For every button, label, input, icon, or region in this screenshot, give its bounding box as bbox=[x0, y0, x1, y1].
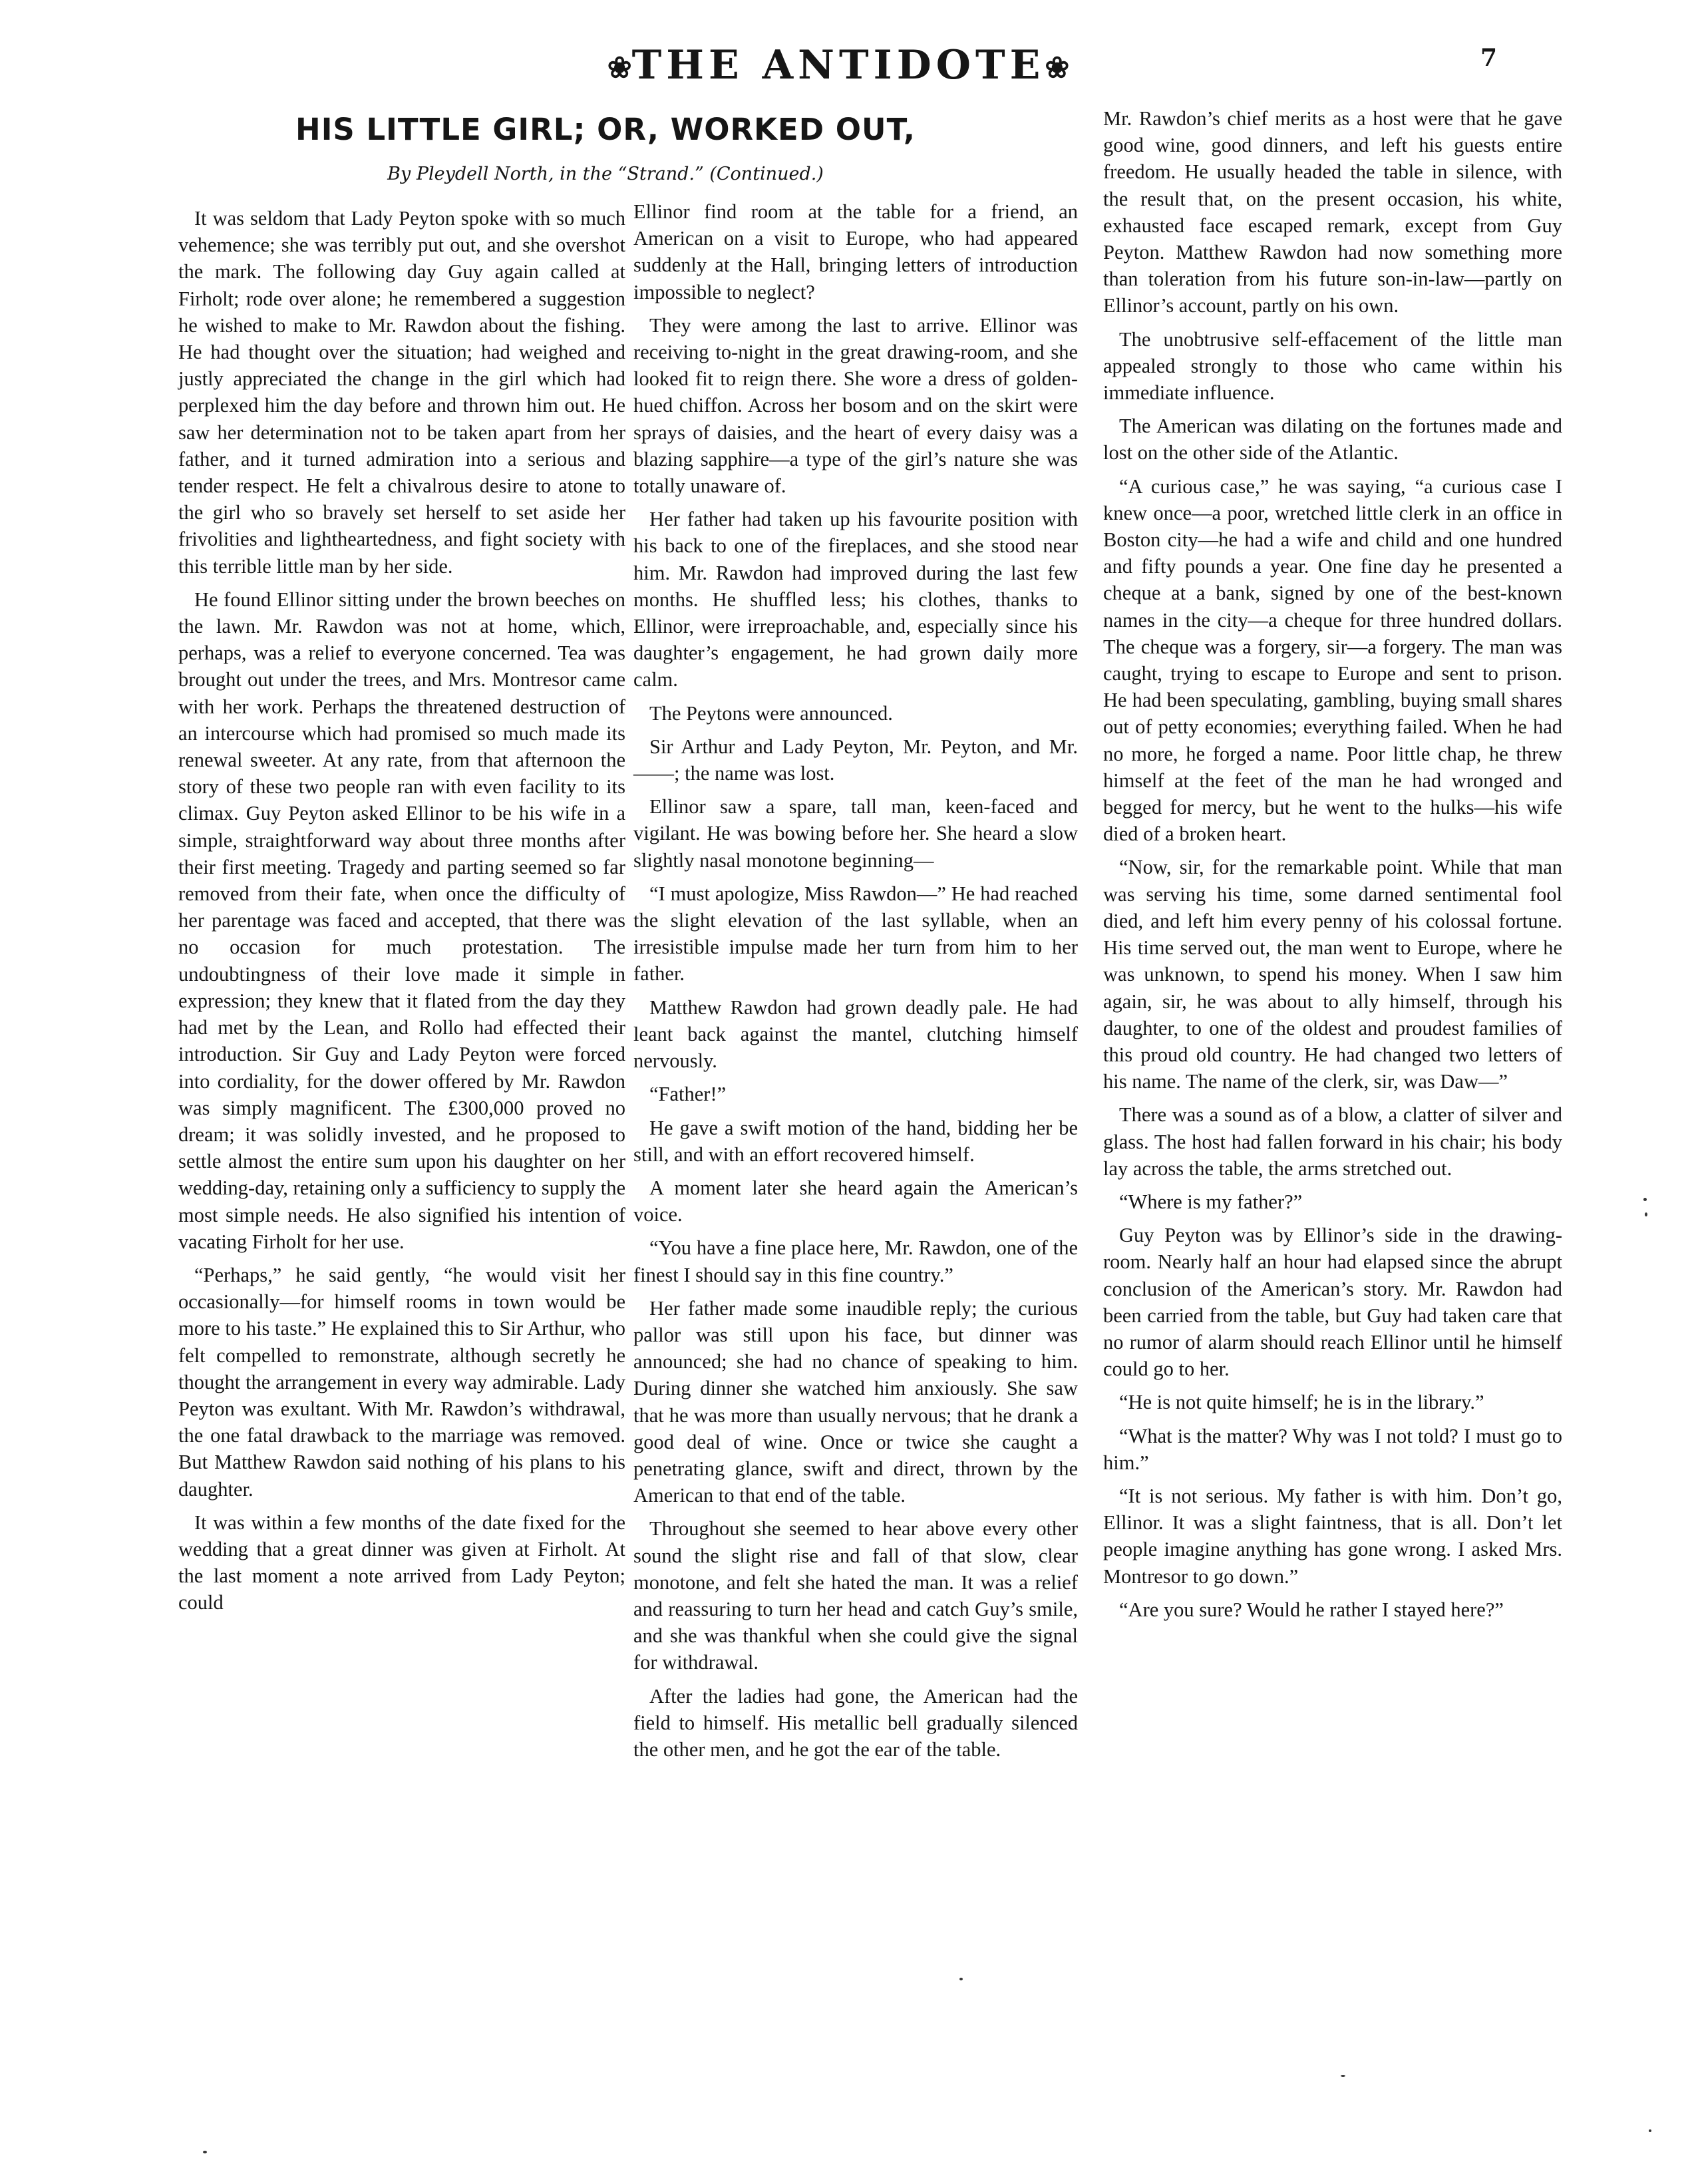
text-column-3 bbox=[1103, 105, 1562, 1630]
paragraph: Matthew Rawdon had grown deadly pale. He had leant back against the mantel, clutching himself nervously. bbox=[633, 996, 1078, 1073]
paragraph: “What is the matter? Why was I not told? I must go to him.” bbox=[1103, 1424, 1562, 1474]
paragraph: “You have a fine place here, Mr. Rawdon, one of the finest I should say in this fine country.” bbox=[633, 1236, 1078, 1286]
scan-speck bbox=[1645, 1212, 1647, 1216]
paragraph: “He is not quite himself; he is in the library.” bbox=[1119, 1391, 1484, 1414]
scan-speck bbox=[203, 2151, 207, 2153]
article-title: HIS LITTLE GIRL; OR, WORKED OUT, bbox=[295, 112, 916, 147]
paragraph: The American was dilating on the fortunes made and lost on the other side of the Atlantic. bbox=[1103, 415, 1562, 464]
paragraph: Her father made some inaudible reply; the curious pallor was still upon his face, but dinner was announced; she had no chance of speaking to him. During dinner she watched him anxiously. She saw that he was more than usually nervous; that he drank a good deal of wine. Once or twice she caught a penetrating glance, swift and direct, thrown by the American to that end of the table. bbox=[633, 1296, 1078, 1507]
page-number: 7 bbox=[1480, 44, 1498, 72]
text-column-1 bbox=[178, 205, 625, 1623]
paragraph: “Where is my father?” bbox=[1119, 1190, 1303, 1213]
paragraph: Sir Arthur and Lady Peyton, Mr. Peyton, and Mr. ——; the name was lost. bbox=[633, 735, 1078, 785]
scan-speck bbox=[1643, 1198, 1647, 1201]
paragraph: After the ladies had gone, the American had the field to himself. His metallic bell gradually silenced the other men, and he got the ear of the table. bbox=[633, 1684, 1078, 1761]
paragraph: There was a sound as of a blow, a clatter of silver and glass. The host had fallen forward in his chair; his body lay across the table, the arms stretched out. bbox=[1103, 1103, 1562, 1180]
paragraph: “Perhaps,” he said gently, “he would visit her occasionally—for himself rooms in town would be more to his taste.” He explained this to Sir Arthur, who felt compelled to remonstrate, although secretly he thought the arrangement in every way admirable. Lady Peyton was exultant. With Mr. Rawdon’s withdrawal, the one fatal drawback to the marriage was removed. But Matthew Rawdon said nothing of his plans to his daughter. bbox=[178, 1263, 625, 1501]
text-column-2 bbox=[633, 198, 1078, 1769]
paragraph: It was within a few months of the date fixed for the wedding that a great dinner was given at Firholt. At the last moment a note arrived from Lady Peyton; could bbox=[178, 1511, 625, 1614]
paragraph: He gave a swift motion of the hand, bidding her be still, and with an effort recovered himself. bbox=[633, 1116, 1078, 1166]
paragraph: Mr. Rawdon’s chief merits as a host were that he gave good wine, good dinners, and left his guests entire freedom. He usually headed the table in silence, with the result that, on the present occasion, his white, exhausted face escaped remark, except from Guy Peyton. Matthew Rawdon had now something more than toleration from his future son-in-law—partly on Ellinor’s account, partly on his own. bbox=[1103, 107, 1562, 317]
paragraph: Ellinor find room at the table for a friend, an American on a visit to Europe, who had appeared suddenly at the Hall, bringing letters of introduction impossible to neglect? bbox=[633, 200, 1078, 303]
scan-speck bbox=[1341, 2075, 1345, 2077]
paragraph: Throughout she seemed to hear above every other sound the slight rise and fall of that slow, clear monotone, and felt she hated the man. It was a relief and reassuring to turn her head and catch Guy’s smile, and she was thankful when she could give the signal for withdrawal. bbox=[633, 1517, 1078, 1674]
paragraph: “I must apologize, Miss Rawdon—” He had reached the slight elevation of the last syllable, when an irresistible impulse made her turn from him to her father. bbox=[633, 882, 1078, 986]
paragraph: He found Ellinor sitting under the brown beeches on the lawn. Mr. Rawdon was not at home, which, perhaps, was a relief to everyone concerned. Tea was brought out under the trees, and Mrs. Montresor came with her work. Perhaps the threatened destruction of an intercourse which had promised so much made its renewal sweeter. At any rate, from that afternoon the story of these two people ran with even facility to its climax. Guy Peyton asked Ellinor to be his wife in a simple, straightforward way about three months after their first meeting. Tragedy and parting seemed so far removed from their fate, when once the difficulty of her parentage was faced and accepted, that there was no occasion for much protestation. The undoubtingness of their love made it simple in expression; they knew that it flated from the day they had met by the Lean, and Rollo had effected their introduction. Sir Guy and Lady Peyton were forced into cordiality, for the dower offered by Mr. Rawdon was simply magnificent. The £300,000 proved no dream; it was solidly invested, and he proposed to settle almost the entire sum upon his daughter on her wedding-day, retaining only a sufficiency to supply the most simple needs. He also signified his intention of vacating Firholt for her use. bbox=[178, 588, 625, 1253]
fleuron-right-icon: ❀ bbox=[1045, 51, 1070, 85]
paragraph: “Now, sir, for the remarkable point. While that man was serving his time, some darned sentimental fool died, and left him every penny of his colossal fortune. His time served out, the man went to Europe, where he was unknown, to spend his money. When I saw him again, sir, he was about to ally himself, through his daughter, to one of the oldest and proudest families of this proud old country. He had changed two letters of his name. The name of the clerk, sir, was Daw—” bbox=[1103, 856, 1562, 1093]
paragraph: Ellinor saw a spare, tall man, keen-faced and vigilant. He was bowing before her. She heard a slow slightly nasal monotone beginning— bbox=[633, 795, 1078, 872]
paragraph: The Peytons were announced. bbox=[649, 701, 893, 725]
scan-speck bbox=[1649, 2129, 1651, 2132]
paragraph: They were among the last to arrive. Ellinor was receiving to-night in the great drawing-room, and she looked fit to reign there. She wore a dress of golden-hued chiffon. Across her bosom and on the skirt were sprays of daisies, and the heart of every daisy was a blazing sapphire—a type of the girl’s nature she was totally unaware of. bbox=[633, 313, 1078, 498]
paragraph: “Father!” bbox=[649, 1083, 727, 1106]
paragraph: “It is not serious. My father is with him. Don’t go, Ellinor. It was a slight faintness, that is all. Don’t let people imagine anything has gone wrong. I asked Mrs. Montresor to go down.” bbox=[1103, 1484, 1562, 1588]
paragraph: A moment later she heard again the American’s voice. bbox=[633, 1176, 1078, 1226]
paragraph: The unobtrusive self-effacement of the little man appealed strongly to those who came within his immediate influence. bbox=[1103, 327, 1562, 405]
paragraph: Guy Peyton was by Ellinor’s side in the drawing-room. Nearly half an hour had elapsed since the abrupt conclusion of the American’s story. Mr. Rawdon had been carried from the table, but Guy had taken care that no rumor of alarm should reach Ellinor until he himself could go to her. bbox=[1103, 1224, 1562, 1381]
fleuron-left-icon: ❀ bbox=[607, 51, 632, 85]
article-byline: By Pleydell North, in the “Strand.” (Continued.) bbox=[387, 164, 824, 184]
paragraph: “A curious case,” he was saying, “a curious case I knew once—a poor, wretched little clerk in an office in Boston city—he had a wife and child and one hundred and fifty pounds a year. One fine day he presented a cheque at a bank, signed by one of the best-known names in the city—a cheque for three hundred dollars. The cheque was a forgery, sir—a forgery. The man was caught, trying to escape to Europe and sent to prison. He had been speculating, gambling, buying small shares out of petty economies; everything failed. When he had no more, he forged a name. Poor little chap, he threw himself at the feet of the man he had wronged and begged for mercy, but he went to the hulks—his wife died of a broken heart. bbox=[1103, 474, 1562, 846]
masthead bbox=[599, 39, 1078, 92]
paragraph: “Are you sure? Would he rather I stayed here?” bbox=[1119, 1598, 1504, 1621]
masthead-title: THE ANTIDOTE bbox=[631, 42, 1045, 89]
paragraph: It was seldom that Lady Peyton spoke with so much vehemence; she was terribly put out, and she overshot the mark. The following day Guy again called at Firholt; rode over alone; he remembered a suggestion he wished to make to Mr. Rawdon about the fishing. He had thought over the situation; had weighed and justly appreciated the change in the girl which had perplexed him the day before and thrown him out. He saw her determination not to be taken apart from her father, and it turned admiration into a serious and tender respect. He felt a chivalrous desire to atone to the girl who so bravely set herself to set aside her frivolities and lightheartedness, and fight society with this terrible little man by her side. bbox=[178, 207, 625, 578]
scan-speck bbox=[959, 1978, 963, 1980]
paragraph: Her father had taken up his favourite position with his back to one of the fireplaces, and she stood near him. Mr. Rawdon had improved during the last few months. He shuffled less; his clothes, thanks to Ellinor, were irreproachable, and, especially since his daughter’s engagement, he had grown daily more calm. bbox=[633, 508, 1078, 691]
